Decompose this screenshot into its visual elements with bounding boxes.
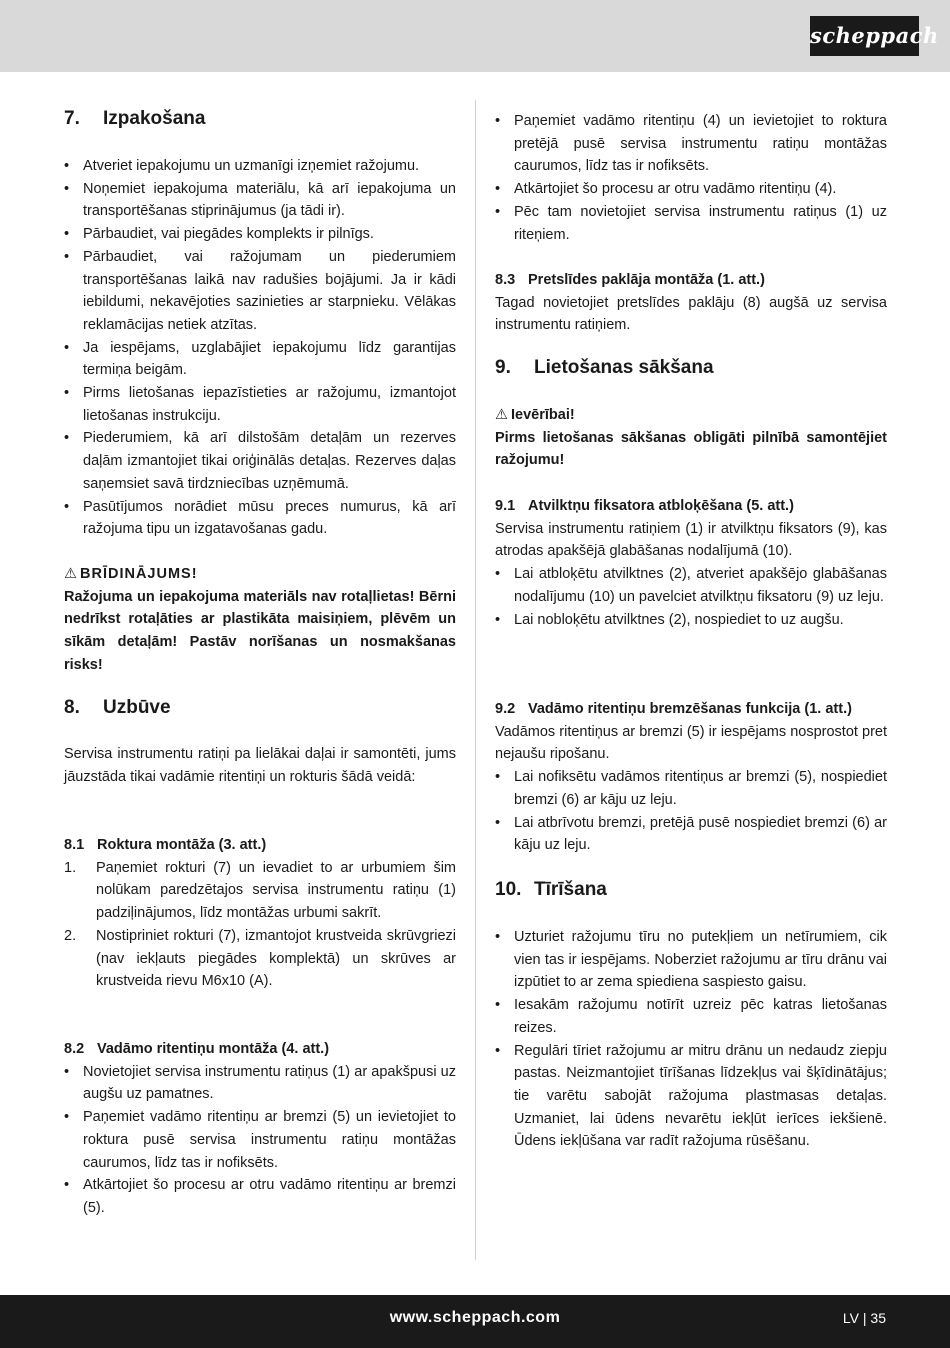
- subsection-heading: 9.2 Vadāmo ritentiņu bremzēšanas funkcija (1. att.): [495, 701, 852, 717]
- section-9: [495, 355, 887, 381]
- subsection-heading: 9.1 Atvilktņu fiksatora atbloķēšana (5. att.): [495, 498, 794, 514]
- page-header: [0, 0, 950, 72]
- list-item: • Paņemiet vadāmo ritentiņu ar bremzi (5) un ievietojiet to roktura pusē servisa instrumentu ratiņu montāžas caurumos, līdz tas ir nofiksēts.: [64, 1106, 456, 1174]
- subsection-heading: 8.2 Vadāmo ritentiņu montāža (4. att.): [64, 1041, 330, 1057]
- section-8-intro: [64, 743, 456, 788]
- section-10-list: [495, 926, 887, 1153]
- list-item: • Atkārtojiet šo procesu ar otru vadāmo ritentiņu (4).: [495, 178, 887, 201]
- list-item: • Lai atbloķētu atvilktnes (2), atveriet apakšējo glabāšanas nodalījumu (10) un pavelciet atvilktņu fiksatoru (9) uz leju.: [495, 563, 887, 608]
- section-heading: 10. Tīrīšana: [495, 879, 607, 900]
- website-url: www.scheppach.com: [389, 1309, 561, 1326]
- section-heading: 7. Izpakošana: [64, 108, 206, 129]
- page-number: LV | 35: [842, 1310, 886, 1326]
- bullet-list: [64, 155, 456, 541]
- list-item: • Piederumiem, kā arī dilstošām detaļām un rezerves daļām izmantojiet tikai oriģinālās detaļas. Rezerves daļas saņemsiet savā tirdzniecības uzņēmumā.: [64, 427, 456, 495]
- notice-box: [495, 404, 887, 472]
- section-8-3: [495, 269, 887, 337]
- bullet-list: [495, 110, 887, 246]
- paragraph: Tagad novietojiet pretslīdes paklāju (8) augšā uz servisa instrumentu ratiņiem.: [495, 294, 887, 334]
- list-item: • Pēc tam novietojiet servisa instrumentu ratiņus (1) uz riteņiem.: [495, 201, 887, 246]
- bullet-list: [495, 766, 887, 857]
- section-8-2: [64, 1038, 456, 1220]
- list-item: • Atkārtojiet šo procesu ar otru vadāmo ritentiņu ar bremzi (5).: [64, 1174, 456, 1219]
- section-7-list: [64, 155, 456, 541]
- notice-text: Pirms lietošanas sākšanas obligāti pilnībā samontējiet ražojumu!: [495, 429, 887, 469]
- list-item: • Ja iespējams, uzglabājiet iepakojumu līdz garantijas termiņa beigām.: [64, 337, 456, 382]
- warning-title: BRĪDINĀJUMS!: [80, 566, 198, 582]
- bullet-list: [495, 926, 887, 1153]
- list-item: • Lai atbrīvotu bremzi, pretējā pusē nospiediet bremzi (6) ar kāju uz leju.: [495, 812, 887, 857]
- section-7: [64, 106, 456, 132]
- section-8-1: [64, 834, 456, 993]
- brand-logo: scheppach: [810, 16, 919, 56]
- list-item: • Novietojiet servisa instrumentu ratiņus (1) ar apakšpusi uz augšu uz pamatnes.: [64, 1061, 456, 1106]
- list-item: • Pārbaudiet, vai piegādes komplekts ir pilnīgs.: [64, 223, 456, 246]
- list-item: 1. Paņemiet rokturi (7) un ievadiet to ar urbumiem šim nolūkam paredzētajos servisa instrumentu ratiņu (1) padziļinājumos, līdz montāžas urbumi sakrīt.: [64, 859, 456, 922]
- notice-title: Ievērībai!: [511, 407, 575, 423]
- warning-text: Ražojuma un iepakojuma materiāls nav rotaļlietas! Bērni nedrīkst rotaļāties ar plastikāta maisiņiem, plēvēm un sīkām detaļām! Pastāv norīšanas un nosmakšanas risks!: [64, 588, 456, 673]
- numbered-list: [64, 857, 456, 993]
- section-heading: 8. Uzbūve: [64, 697, 171, 718]
- paragraph: Servisa instrumentu ratiņi pa lielākai daļai ir samontēti, jums jāuzstāda tikai vadāmie ritentiņi un rokturis šādā veidā:: [64, 746, 456, 785]
- warning-box: [64, 563, 456, 677]
- list-item: • Regulāri tīriet ražojumu ar mitru drānu un nedaudz ziepju pastas. Neizmantojiet tīrīšanas līdzekļus vai šķīdinātājus; tie varētu sabojāt ražojuma plastmasas detaļas. Uzmaniet, lai ūdens nevarētu iekļūt ierīces iekšienē. Ūdens iekļūšana var radīt ražojuma rūsēšanu.: [495, 1040, 887, 1154]
- bullet-list: [495, 563, 887, 631]
- list-item: 2. Nostipriniet rokturi (7), izmantojot krustveida skrūvgriezi (nav iekļauts piegādes komplektā) un skrūves ar krustveida rievu M6x10 (A).: [64, 927, 456, 990]
- list-item: • Atveriet iepakojumu un uzmanīgi izņemiet ražojumu.: [64, 155, 456, 178]
- list-item: • Uzturiet ražojumu tīru no putekļiem un netīrumiem, cik vien tas ir iespējams. Noberziet ražojumu ar tīru drānu vai izpūtiet to ar zema spiediena saspiesto gaisu.: [495, 926, 887, 994]
- paragraph: Servisa instrumentu ratiņiem (1) ir atvilktņu fiksators (9), kas atrodas apakšējā glabāšanas nodalījumā (10).: [495, 520, 887, 560]
- list-item: • Noņemiet iepakojuma materiālu, kā arī iepakojuma un transportēšanas stiprinājumus (ja tādi ir).: [64, 178, 456, 223]
- section-9-2: [495, 698, 887, 857]
- list-item: • Pasūtījumos norādiet mūsu preces numurus, kā arī ražojuma tipu un izgatavošanas gadu.: [64, 496, 456, 541]
- paragraph: Vadāmos ritentiņus ar bremzi (5) ir iespējams nosprostot pret nejaušu ripošanu.: [495, 723, 887, 763]
- section-heading: 9. Lietošanas sākšana: [495, 357, 714, 378]
- warning-icon: ⚠: [64, 566, 77, 582]
- section-8: [64, 695, 456, 721]
- section-9-1: [495, 495, 887, 631]
- list-item: • Lai nofiksētu vadāmos ritentiņus ar bremzi (5), nospiediet bremzi (6) ar kāju uz leju.: [495, 766, 887, 811]
- section-8-2-continued: [495, 110, 887, 246]
- list-item: • Pirms lietošanas iepazīstieties ar ražojumu, izmantojot lietošanas instrukciju.: [64, 382, 456, 427]
- list-item: • Paņemiet vadāmo ritentiņu (4) un ievietojiet to roktura pretējā pusē servisa instrumentu ratiņu montāžas caurumos, līdz tas ir nofiksēts.: [495, 110, 887, 178]
- list-item: • Iesakām ražojumu notīrīt uzreiz pēc katras lietošanas reizes.: [495, 994, 887, 1039]
- subsection-heading: 8.3 Pretslīdes paklāja montāža (1. att.): [495, 272, 765, 288]
- section-10: [495, 877, 887, 903]
- list-item: • Lai nobloķētu atvilktnes (2), nospiediet to uz augšu.: [495, 609, 887, 632]
- list-item: • Pārbaudiet, vai ražojumam un piederumiem transportēšanas laikā nav radušies bojājumi. Ja ir kādi iebildumi, nekavējoties sazinieties ar starpnieku. Vēlākas reklamācijas netiek atzītas.: [64, 246, 456, 337]
- warning-icon: ⚠: [495, 407, 508, 423]
- column-divider: [475, 100, 476, 1260]
- page-footer: [0, 1295, 950, 1348]
- subsection-heading: 8.1 Roktura montāža (3. att.): [64, 837, 267, 853]
- bullet-list: [64, 1061, 456, 1220]
